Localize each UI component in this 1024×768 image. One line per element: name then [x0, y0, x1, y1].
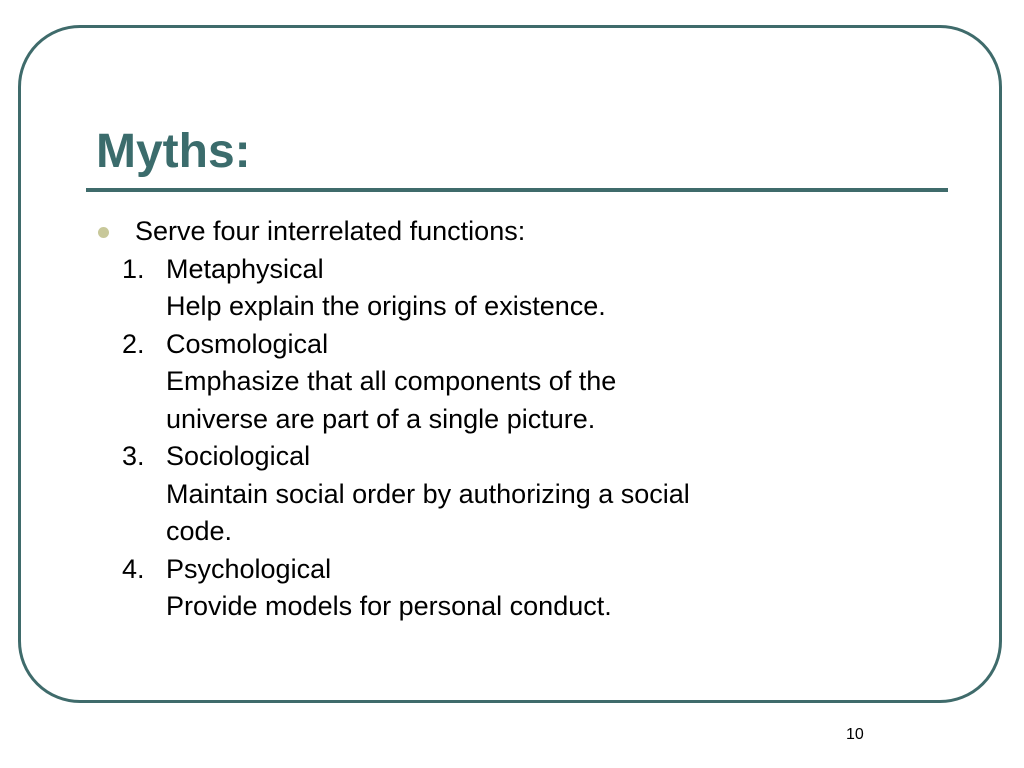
slide-content [96, 213, 916, 626]
list-item-description: Emphasize that all components of the [166, 366, 617, 396]
list-item-name: Cosmological [166, 328, 329, 359]
list-number: 4. [122, 553, 145, 584]
slide-title: Myths: [96, 125, 251, 178]
bullet-item [96, 213, 916, 251]
list-item-name: Metaphysical [166, 253, 324, 284]
title-divider [86, 188, 948, 192]
bullet-text: Serve four interrelated functions: [135, 216, 526, 246]
list-item-description: Provide models for personal conduct. [166, 591, 612, 621]
list-item-description: Maintain social order by authorizing a social [166, 478, 690, 509]
list-item-description: code. [166, 516, 233, 546]
list-item-1 [96, 251, 916, 289]
page-number: 10 [846, 726, 864, 743]
list-item-name: Psychological [166, 553, 332, 584]
list-item-name: Sociological [166, 441, 311, 471]
list-item-description: universe are part of a single picture. [166, 403, 596, 434]
list-number: 3. [122, 441, 145, 471]
list-number: 2. [122, 328, 145, 359]
bullet-dot-icon [98, 227, 109, 238]
list-item-description: Help explain the origins of existence. [166, 291, 606, 321]
list-number: 1. [122, 253, 145, 284]
list-item-3 [96, 438, 916, 476]
list-item-4 [96, 551, 916, 589]
list-item-2 [96, 326, 916, 364]
